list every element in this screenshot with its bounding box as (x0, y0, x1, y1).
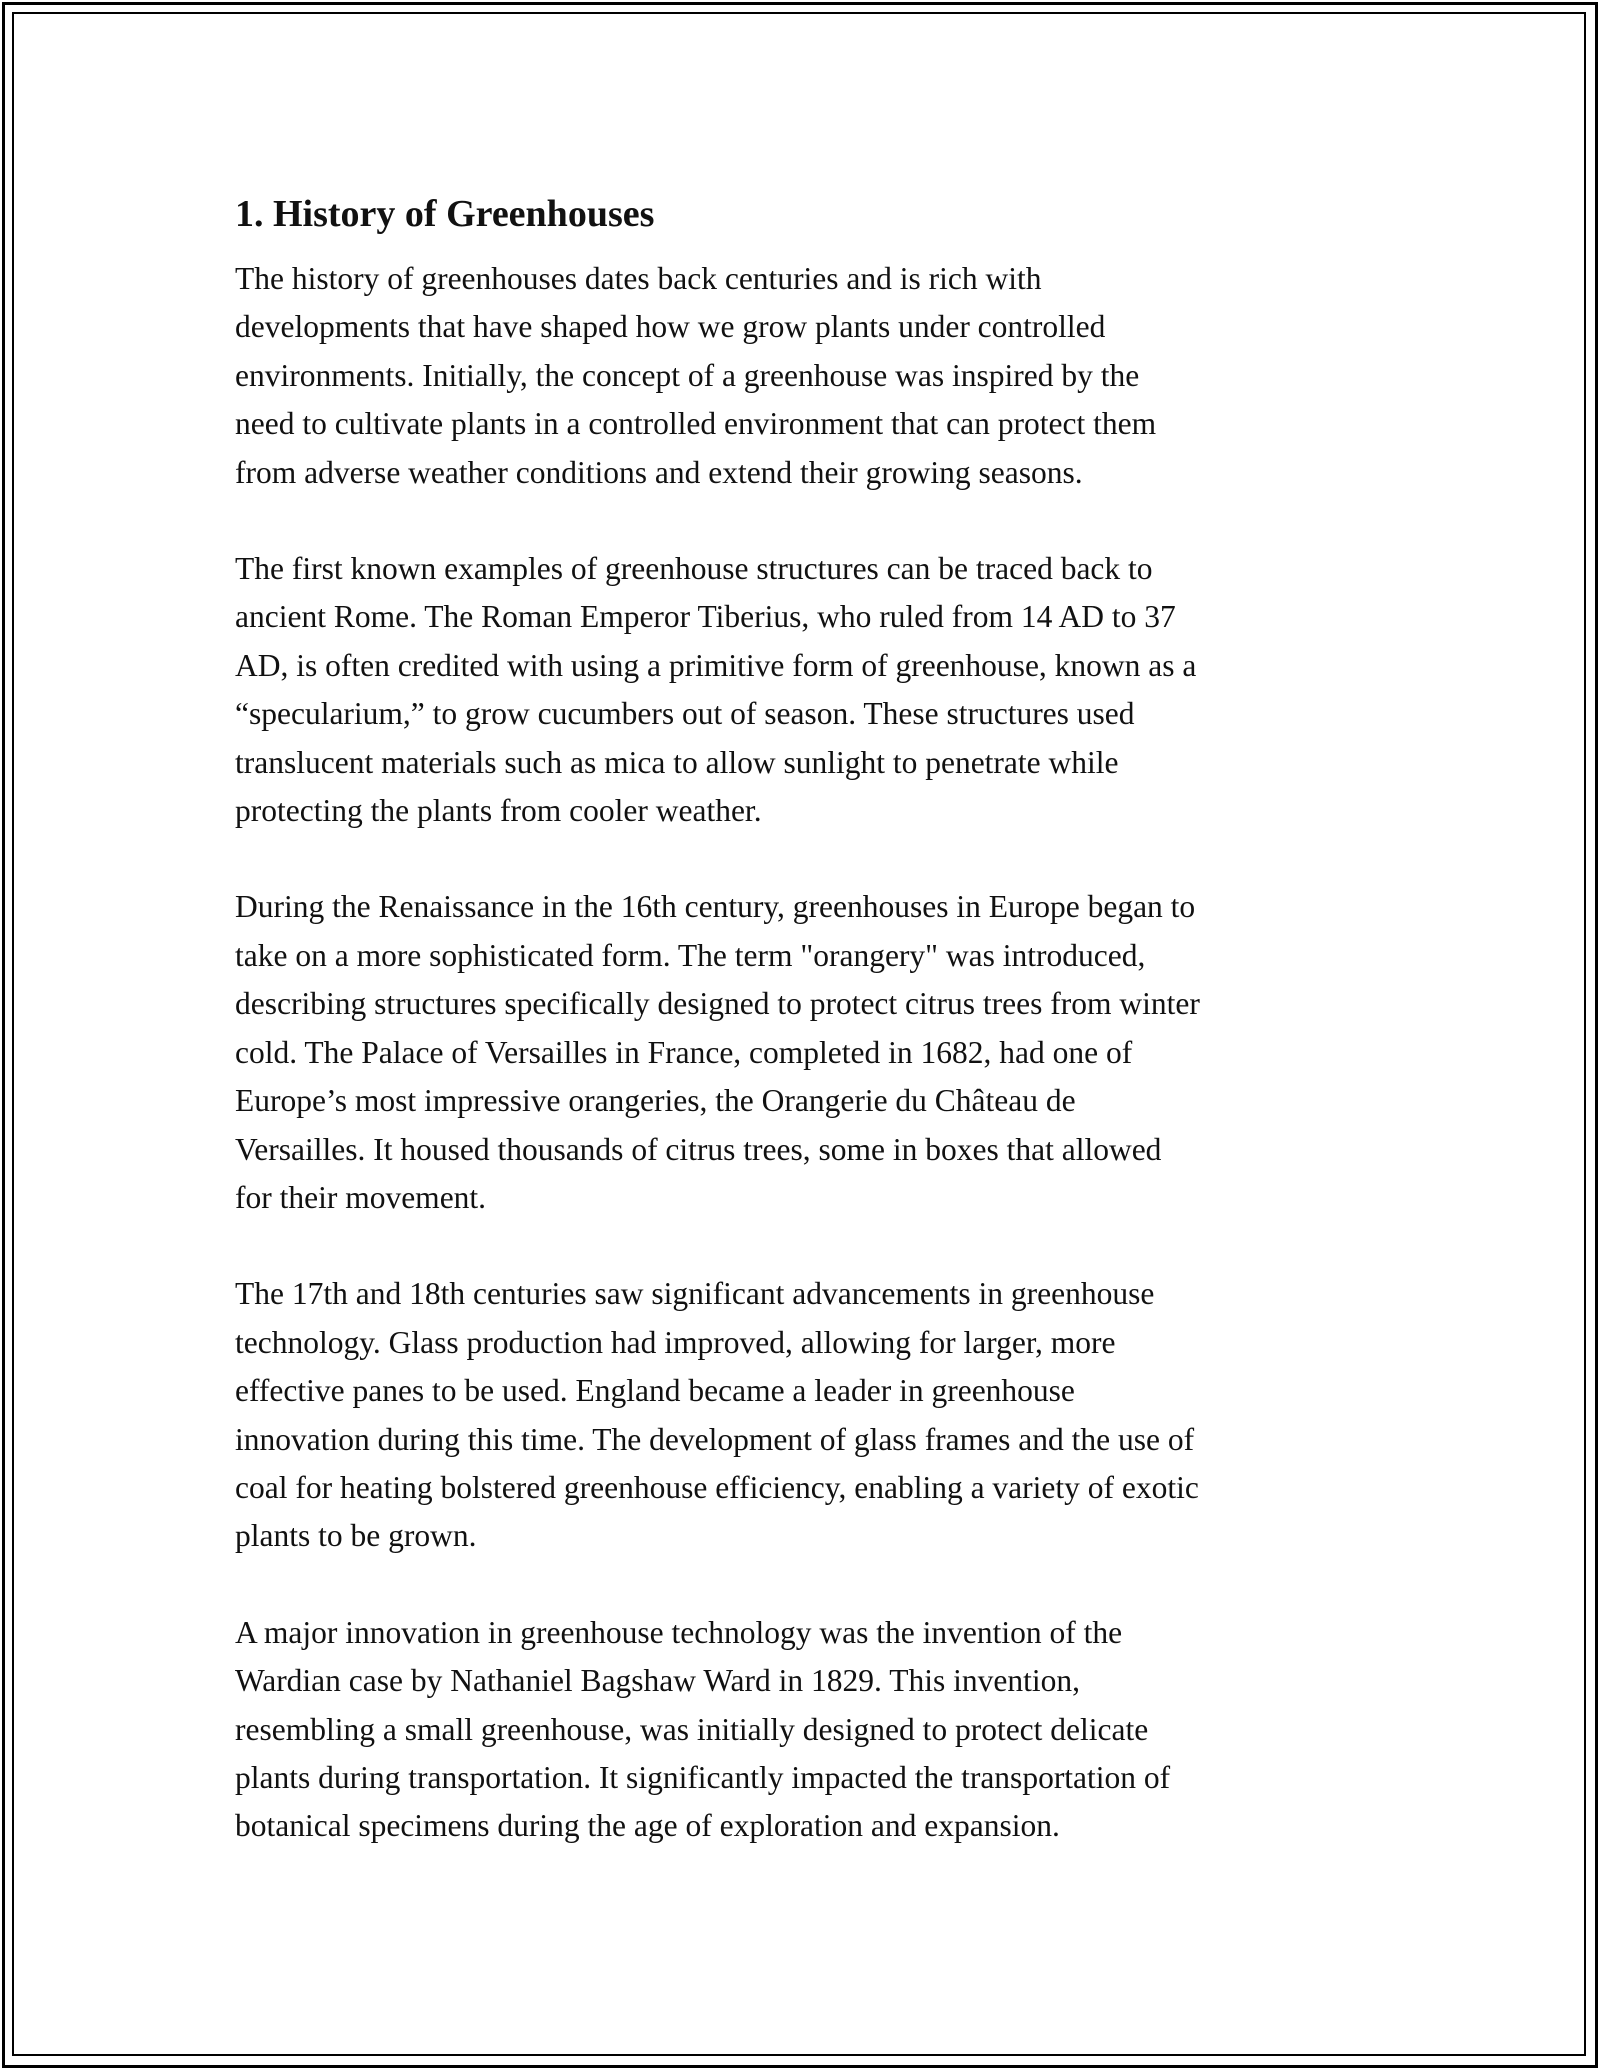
paragraph-line: Europe’s most impressive orangeries, the Orangerie du Château de (235, 1083, 1076, 1119)
paragraph (235, 1270, 1365, 1560)
paragraph-line: environments. Initially, the concept of a greenhouse was inspired by the (235, 357, 1140, 393)
paragraph-line: Versailles. It housed thousands of citrus trees, some in boxes that allowed (235, 1131, 1162, 1167)
paragraph-line: Wardian case by Nathaniel Bagshaw Ward in 1829. This invention, (235, 1663, 1080, 1699)
paragraph-line: plants during transportation. It significantly impacted the transportation of (235, 1759, 1171, 1795)
paragraph-line: plants to be grown. (235, 1518, 477, 1554)
paragraph-line: technology. Glass production had improved, allowing for larger, more (235, 1324, 1116, 1360)
paragraph-line: take on a more sophisticated form. The term "orangery" was introduced, (235, 937, 1146, 973)
paragraph-line: cold. The Palace of Versailles in France, completed in 1682, had one of (235, 1034, 1133, 1070)
paragraph (235, 545, 1365, 835)
section-heading: 1. History of Greenhouses (235, 193, 655, 235)
paragraph-line: The history of greenhouses dates back centuries and is rich with (235, 261, 1042, 296)
document-body (235, 185, 1365, 1899)
paragraph-line: A major innovation in greenhouse technology was the invention of the (235, 1614, 1123, 1650)
paragraph-line: protecting the plants from cooler weather. (235, 793, 762, 829)
paragraph-line: coal for heating bolstered greenhouse efficiency, enabling a variety of exotic (235, 1469, 1199, 1505)
paragraph-line: translucent materials such as mica to allow sunlight to penetrate while (235, 744, 1119, 780)
paragraphs-container (235, 255, 1365, 1851)
paragraph (235, 1609, 1365, 1851)
paragraph-line: “specularium,” to grow cucumbers out of season. These structures used (235, 696, 1135, 732)
paragraph-line: for their movement. (235, 1179, 487, 1215)
paragraph-line: During the Renaissance in the 16th century, greenhouses in Europe began to (235, 889, 1196, 925)
paragraph-line: from adverse weather conditions and extend their growing seasons. (235, 454, 1083, 490)
paragraph-line: need to cultivate plants in a controlled environment that can protect them (235, 406, 1157, 442)
paragraph-line: ancient Rome. The Roman Emperor Tiberius, who ruled from 14 AD to 37 (235, 599, 1176, 635)
paragraph-line: botanical specimens during the age of exploration and expansion. (235, 1808, 1060, 1844)
paragraph-line: innovation during this time. The development of glass frames and the use of (235, 1421, 1195, 1457)
paragraph-line: resembling a small greenhouse, was initially designed to protect delicate (235, 1711, 1149, 1747)
paragraph (235, 255, 1365, 497)
paragraph-line: describing structures specifically designed to protect citrus trees from winter (235, 986, 1200, 1022)
paragraph-line: developments that have shaped how we grow plants under controlled (235, 309, 1106, 345)
paragraph-line: AD, is often credited with using a primitive form of greenhouse, known as a (235, 647, 1197, 683)
paragraph-line: The 17th and 18th centuries saw significant advancements in greenhouse (235, 1276, 1155, 1312)
paragraph-line: effective panes to be used. England became a leader in greenhouse (235, 1373, 1075, 1409)
paragraph-line: The first known examples of greenhouse structures can be traced back to (235, 551, 1153, 587)
paragraph (235, 883, 1365, 1222)
